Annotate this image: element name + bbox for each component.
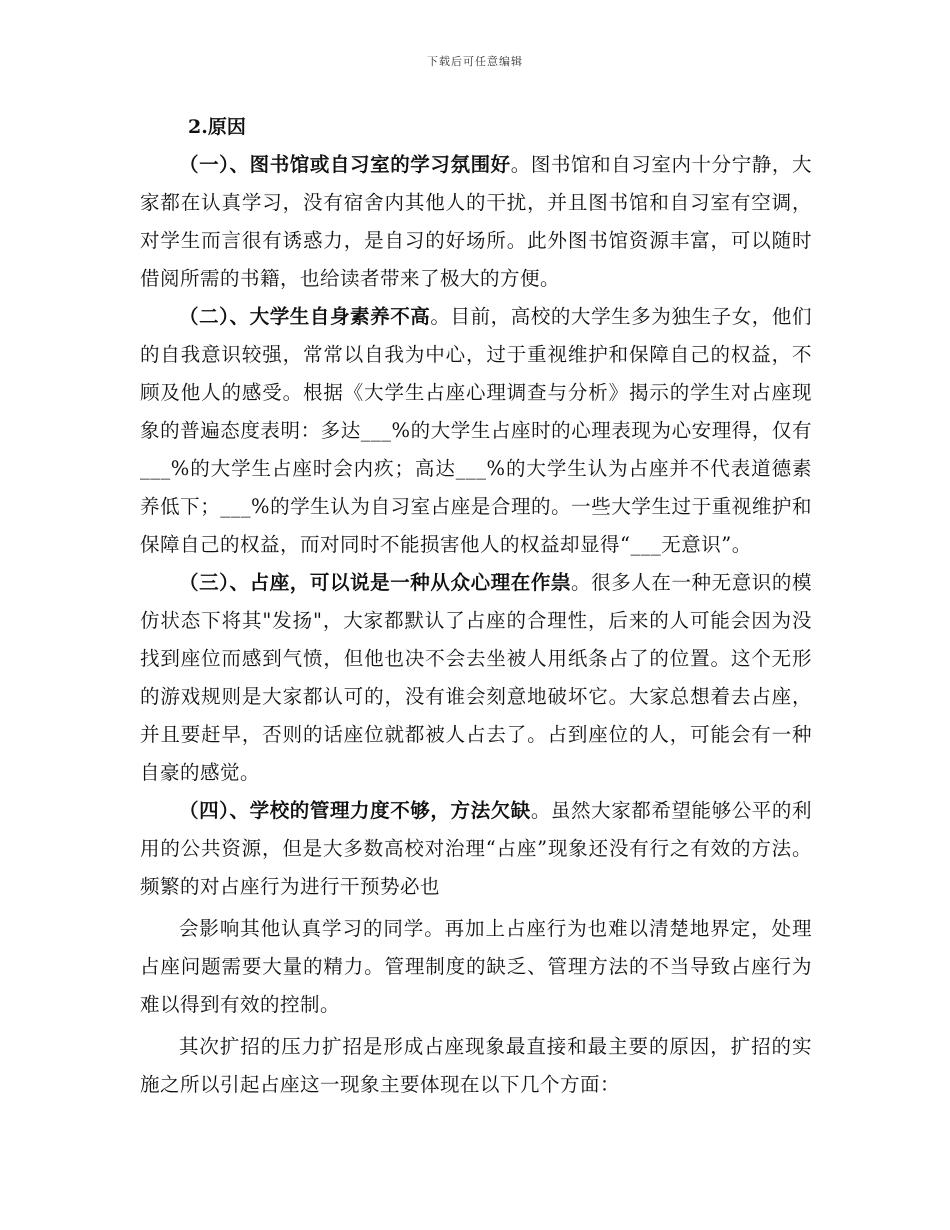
paragraph-6 [140,1028,812,1104]
paragraph-2-text: 。目前，高校的大学生多为独生子女，他们的自我意识较强，常常以自我为中心，过于重视维护和保障自己的权益，不顾及他人的感受。根据《大学生占座心理调查与分析》揭示的学生对占座现象的普遍态度表明：多达___%的大学生占座时的心理表现为心安理得，仅有___%的大学生占座时会内疚；高达___%的大学生认为占座并不代表道德素养低下；___%的学生认为自习室占座是合理的。一些大学生过于重视维护和保障自己的权益，而对同时不能损害他人的权益却显得“___无意识”。 [140,305,812,556]
page-header: 下载后可任意编辑 [427,55,523,68]
paragraph-6-text: 其次扩招的压力扩招是形成占座现象最直接和最主要的原因，扩招的实施之所以引起占座这一现象主要体现在以下几个方面： [140,1035,812,1096]
paragraph-4-heading: （四）、学校的管理力度不够，方法欠缺 [179,799,531,822]
paragraph-3 [140,564,812,792]
paragraph-5 [140,910,812,1024]
paragraph-3-text: 。很多人在一种无意识的模仿状态下将其"发扬"，大家都默认了占座的合理性，后来的人可能会因为没找到座位而感到气愤，但他也决不会去坐被人用纸条占了的位置。这个无形的游戏规则是大家都认可的，没有谁会刻意地破坏它。大家总想着去占座，并且要赶早，否则的话座位就都被人占去了。占到座位的人，可能会有一种自豪的感觉。 [140,571,812,784]
paragraph-1-text: 。图书馆和自习室内十分宁静，大家都在认真学习，没有宿舍内其他人的干扰，并且图书馆和自习室有空调，对学生而言很有诱惑力，是自习的好场所。此外图书馆资源丰富，可以随时借阅所需的书籍，也给读者带来了极大的方便。 [140,153,812,290]
paragraph-1-heading: （一）、图书馆或自习室的学习氛围好 [179,153,511,176]
paragraph-4 [140,792,812,906]
paragraph-1 [140,146,812,298]
paragraph-4-text: 。虽然大家都希望能够公平的利用的公共资源，但是大多数高校对治理“占座”现象还没有行之有效的方法。频繁的对占座行为进行干预势必也 [140,799,812,898]
paragraph-5-text: 会影响其他认真学习的同学。再加上占座行为也难以清楚地界定，处理占座问题需要大量的精力。管理制度的缺乏、管理方法的不当导致占座行为难以得到有效的控制。 [140,917,812,1016]
paragraph-2 [140,298,812,564]
section-title: 2.原因 [188,116,246,138]
document-body [140,108,812,1104]
paragraph-2-heading: （二）、大学生自身素养不高 [179,305,431,328]
paragraph-3-heading: （三）、占座，可以说是一种从众心理在作祟 [179,571,572,594]
